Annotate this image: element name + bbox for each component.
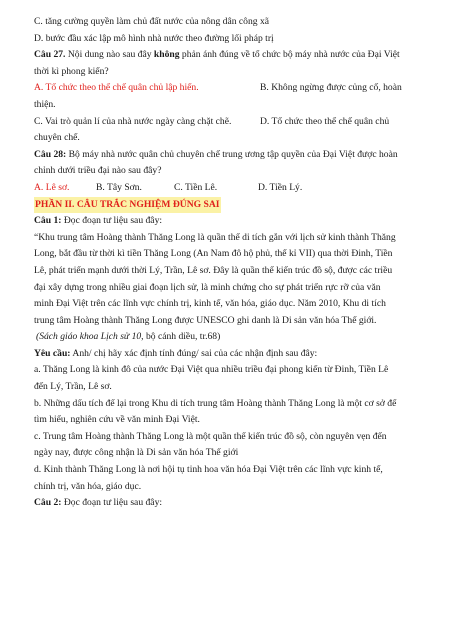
passage-line: “Khu trung tâm Hoàng thành Thăng Long là quần thể di tích gắn với lịch sử kinh thành Thăng [34,231,396,243]
source-italic: (Sách giáo khoa Lịch sử 10 [36,331,142,343]
question-28-label: Câu 28: [34,148,67,160]
statement-line: b. Những dấu tích để lại trong Khu di tích trung tâm Hoàng thành Thăng Long là một cơ sở để [34,397,397,409]
question-27-label: Câu 27. [34,49,66,61]
question-1-label: Câu 1: [34,215,62,227]
source-rest: , bộ cánh diều, tr.68) [141,331,221,343]
section-2-heading-row [34,197,420,214]
passage-line: trung tâm Hoàng thành Thăng Long được UNESCO ghi danh là Di sản văn hóa Thế giới. [34,314,377,326]
question-28-option-b: B. Tây Sơn. [96,181,142,193]
question-2-intro [34,495,420,512]
question-28-stem-line1: Bộ máy nhà nước quân chủ chuyên chế trung ương tập quyền của Đại Việt được hoàn [66,148,398,160]
passage-line: đại xây dựng trong nhiều giai đoạn lịch sử, là minh chứng cho sự phát triển rực rỡ của văn [34,281,381,293]
passage-line: Long, bắt đầu từ thời kì tiền Thăng Long (An Nam đô hộ phủ, thế kỉ VII) qua thời Đinh, Tiền [34,248,393,260]
question-27-options-ab [34,80,420,97]
question-27-option-a: A. Tổ chức theo thể chế quân chủ lập hiến. [34,82,199,94]
question-27-option-d: D. Tổ chức theo thể chế quân chủ [260,115,390,127]
question-27-stem-bold: không [153,49,180,61]
question-1-requirement [34,346,420,363]
statement-line: tìm hiểu, nghiên cứu về văn minh Đại Việt. [34,414,200,426]
question-27-option-d-cont: chuyên chế. [34,132,80,144]
question-28-option-c: C. Tiền Lê. [174,181,218,193]
question-27-stem [34,47,420,64]
document-page [34,14,420,512]
question-27-stem-line2: thời kì phong kiến? [34,65,109,77]
statement-line: chính trị, văn hóa, giáo dục. [34,480,142,492]
question-28-options [34,180,420,197]
question-2-label: Câu 2: [34,497,62,509]
question-27-options-cd [34,114,420,131]
requirement-text: Anh/ chị hãy xác định tính đúng/ sai của các nhận định sau đây: [70,347,318,359]
question-1-intro [34,213,420,230]
question-1-intro-text: Đọc đoạn tư liệu sau đây: [61,215,163,227]
prev-option-d: D. bước đầu xác lập mô hình nhà nước theo đường lối pháp trị [34,32,274,44]
question-28-option-a: A. Lê sơ. [34,181,70,193]
question-28-stem [34,147,420,164]
prev-option-c: C. tăng cường quyền làm chủ đất nước của nông dân công xã [34,16,270,27]
question-1-source [34,329,420,346]
question-27-option-b-cont: thiện. [34,98,56,110]
statement-line: d. Kinh thành Thăng Long là nơi hội tụ tinh hoa văn hóa Đại Việt trên các lĩnh vực kinh tế, [34,464,383,476]
statement-line: c. Trung tâm Hoàng thành Thăng Long là một quần thể kiến trúc đồ sộ, còn nguyên vẹn đến [34,430,387,442]
question-1-passage [34,230,420,330]
statement-line: a. Thăng Long là kinh đô của nước Đại Việt qua nhiều triều đại phong kiến từ Đinh, Tiền Lê [34,364,389,376]
question-28-stem-line2: chỉnh dưới triều đại nào sau đây? [34,165,162,177]
section-2-title: PHẦN II. CÂU TRẮC NGHIỆM ĐÚNG SAI [34,197,221,214]
question-27-option-c: C. Vai trò quản lí của nhà nước ngày càng chặt chẽ. [34,115,232,127]
question-27-stem-pre: Nội dung nào sau đây [65,49,154,61]
statement-line: ngày nay, được công nhận là Di sản văn hóa Thế giới [34,447,239,459]
statement-line: đến Lý, Trần, Lê sơ. [34,381,112,393]
passage-line: Lê, phát triển mạnh dưới thời Lý, Trần, Lê sơ. Đây là quần thể kiến trúc đồ sộ, được các triều [34,264,393,276]
question-27-option-b: B. Không ngừng được củng cố, hoàn [260,82,402,94]
question-1-statements [34,362,420,495]
question-28-option-d: D. Tiền Lý. [258,181,303,193]
question-27-stem-post: phản ánh đúng về tổ chức bộ máy nhà nước của Đại Việt [179,49,400,61]
requirement-label: Yêu cầu: [34,347,71,359]
question-2-intro-text: Đọc đoạn tư liệu sau đây: [61,497,163,509]
passage-line: minh Đại Việt trên các lĩnh vực chính trị, kinh tế, văn hóa, giáo dục. Năm 2010, Khu di tích [34,298,386,310]
